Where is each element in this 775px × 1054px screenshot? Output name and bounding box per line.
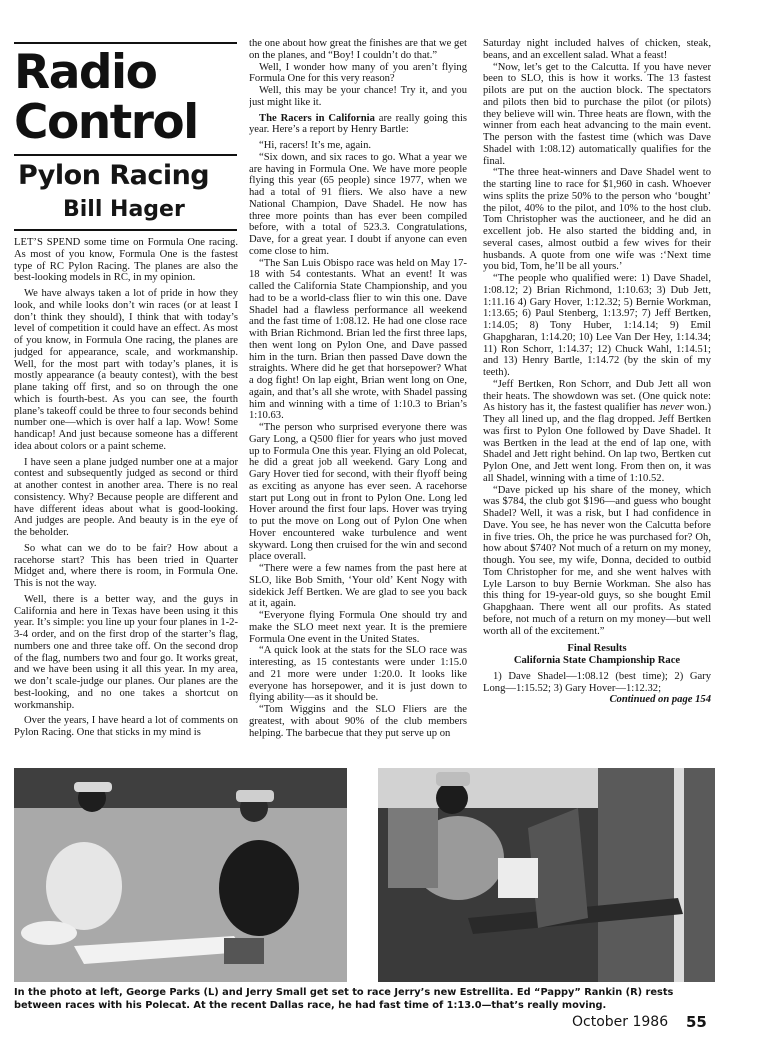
results-heading: Final Results — [567, 643, 627, 655]
article-paragraph — [483, 379, 711, 485]
article-paragraph: “Now, let’s get to the Calcutta. If you have never been to SLO, this is how it works. The 13 fastest pilots are put on the auction block. The spectators and pilots then bid to purchase the pilot (or pilots) they believe will win. Three heats are flown, with the winner from each heat advancing to the main event. The person with the fastest time (which was Dave Shadel with 1:08.12) automatically qualifies for the final. — [483, 61, 711, 167]
article-paragraph: I have seen a plane judged number one at a major contest and subsequently judged as second or third at another contest in another area. There is no real consistency. Why? Because people are different and have different ideas about what is good-looking. And judges are people. And beauty is in the eye of the beholder. — [14, 456, 238, 538]
header-rule-middle — [14, 154, 237, 156]
results-subheading: California State Championship Race — [513, 655, 681, 666]
article-paragraph: “The San Luis Obispo race was held on May 17-18 with 54 contestants. What an event! It was called the California State Championship, and you had to be a world-class flier to win this one. Dave Shadel had a flawless performance all weekend and the fast time of 1:08.12. He had one close race with Brian Richmond. Brian led the first three laps, then went long on Pylon One, and Dave passed him in the turn. Brian then passed Dave down the straights. Where did he get that horsepower? What a dog fight! On lap eight, Brian went long on One, again, and that’s all she wrote, with Shadel passing him and winning with a time of 1:10.3 to Brian’s 1:10.63. — [249, 257, 467, 422]
photo-right — [378, 768, 715, 982]
photo-caption: In the photo at left, George Parks (L) and Jerry Small get set to race Jerry’s new Estrellita. Ed “Pappy” Rankin (R) rests between races with his Polecat. At the recent Dallas race, he had fast time of 1:13.0—that’s really moving. — [14, 987, 674, 1011]
article-paragraph: We have always taken a lot of pride in how they look, and while looks don’t win races (or at least I don’t think they should), I think that with today’s level of competition it could have an effect. As most of you know, in Formula One racing, the planes are judged for appearance, scale, and workmanship. Well, for the most part with today’s planes, it is mostly appearance (a beauty contest), with the best plane taking off first, and so on through the one which is fourth-best. As you can see, the fourth plane’s takeoff could be three to four seconds behind number one—which is over half a lap. Wow! Some handicap! And just because someone has a different idea about colors or a paint scheme. — [14, 288, 238, 452]
header-rule-top — [14, 42, 237, 44]
article-paragraph: “The person who surprised everyone there was Gary Long, a Q500 flier for years who just moved up to Formula One this year. Flying an old Polecat, he did a great job all weekend. Gary Long and Gary Hover tied for second, with their flyoff being as exciting as anyone has ever seen. A racehorse start put Long out in front to Pylon One. Long led Hover around the first four laps. Hover was trying to put the move on Long out of Pylon One when Hover encountered wake turbulence and went skyward. Long then cruised for the win and second place overall. — [249, 422, 467, 563]
article-paragraph: “A quick look at the stats for the SLO race was interesting, as 15 contestants were under 1:15.0 and 21 more were under 1:20.0. It looks like everyone has horsepower, and it is just down to flying ability—as it should be. — [249, 645, 467, 704]
article-paragraph: Well, I wonder how many of you aren’t flying Formula One for this very reason? — [249, 61, 467, 85]
photo-left — [14, 768, 347, 982]
article-paragraph: LET’S SPEND some time on Formula One racing. As most of you know, Formula One is the fastest type of RC Pylon Racing. The planes are also the best-looking models in RC, in my opinion. — [14, 237, 238, 284]
article-paragraph: Over the years, I have heard a lot of comments on Pylon Racing. One that sticks in my mind is — [14, 715, 238, 738]
article-paragraph: “The three heat-winners and Dave Shadel went to the starting line to race for $1,960 in cash. Whoever wins splits the prize 50% to the person who ‘bought’ the pilot, 40% to the pilot, and 10% to the host club. Tom Christopher was the auctioneer, and he did an excellent job. He also started the bidding and, in several cases, almost outbid a few wives for their husbands. A quote from one wife was :‘Next time you bid, Tom, he’ll be all yours.’ — [483, 167, 711, 273]
photo-left-scene — [14, 768, 347, 982]
emphasis-never: never — [660, 402, 684, 414]
author-byline: Bill Hager — [63, 197, 185, 222]
article-paragraph: “Dave picked up his share of the money, which was $784, the club got $196—and guess who bought Shadel? Well, it was a risk, but I had confidence in Dave. You see, he has never won the Calcutta before in five tries. Oh, the price he was purchased for? Oh, how about $740? Not much of a return on my money, though. You see, my wife, Donna, decided to outbid Tom Christopher for me, and she went halves with Lyle Larson to buy Bernie Workman. She also has this thing for 19-year-old guys, so she bought Emil Ghapghaan. There went all our profits. As stated before, not much of a return on my money—but well worth all of the excitement.” — [483, 484, 711, 637]
article-column-1 — [14, 237, 238, 757]
results-list: 1) Dave Shadel—1:08.12 (best time); 2) Gary Long—1:15.52; 3) Gary Hover—1:12.32; — [483, 670, 711, 694]
continued-link[interactable]: Continued on page 154 — [609, 694, 711, 706]
article-paragraph: Well, this may be your chance! Try it, and you just might like it. — [249, 85, 467, 108]
paragraph-part: “Jeff Bertken, Ron Schorr, and Dub Jett all won their heats. The showdown was set. (One quick note: As history has it, the fastest qualifier has — [483, 378, 711, 414]
section-heading-racers-rest: are really going this year. Here’s a report by Henry Bartle: — [249, 112, 467, 136]
issue-date: October 1986 — [572, 1014, 669, 1030]
article-paragraph: the one about how great the finishes are that we get on the planes, and “Boy! I couldn’t do that.” — [249, 38, 467, 61]
article-column-2 — [249, 38, 467, 760]
article-paragraph: “The people who qualified were: 1) Dave Shadel, 1:08.12; 2) Brian Richmond, 1:10.63; 3) Dub Jett, 1:11.16 4) Gary Hover, 1:12.32; 5) Bernie Workman, 1:13.65; 6) Paul Stenberg, 1:13.97; 7) Jeff Bertken, 1:14.05; 8) Tony Huber, 1:14.14; 9) Emil Ghapgharan, 1:14.20; 10) Lee Van Der Hey, 1:14.34; 11) Ron Schorr, 1:14.37; 12) Chuck Wahl, 1:14.51; and 13) Henry Bartle, 1:14.72 (by the skin of my teeth). — [483, 273, 711, 378]
column-subtitle: Pylon Racing — [18, 160, 210, 191]
article-paragraph: “Everyone flying Formula One should try and make the SLO meet next year. It is the premiere Formula One event in the United States. — [249, 610, 467, 645]
header-rule-bottom — [14, 229, 237, 231]
article-paragraph: “There were a few names from the past here at SLO, like Bob Smith, ‘Your old’ Kent Nogy with sidekick Jeff Bertken. We are glad to see you back at it, again. — [249, 563, 467, 610]
article-paragraph: “Tom Wiggins and the SLO Fliers are the greatest, with about 90% of the club members helping. The barbecue that they put serve up on — [249, 704, 467, 739]
article-paragraph: Well, there is a better way, and the guys in California and here in Texas have been using it this year. It’s simple: you line up your four planes in 1-2-3-4 order, and on the first drop of the starter’s flag, numbers one and three take off. On the second drop of the flag, numbers two and four go. It works great, and we have been using it all this year. In my area, we don’t scale-judge our planes. Our planes are the best-looking, and no one takes a shortcut on workmanship. — [14, 593, 238, 711]
article-paragraph: So what can we do to be fair? How about a racehorse start? This has been tried in Quarter Midget and, where there is room, in Formula One. This is not the way. — [14, 542, 238, 589]
photo-right-scene — [378, 768, 715, 982]
article-column-3 — [483, 38, 711, 760]
section-heading-racers: The Racers in California — [259, 112, 375, 124]
column-title-radio: Radio — [14, 45, 157, 100]
paragraph-part: won.) They all lined up, and the flag dropped. Jeff Bertken was first to Pylon One followed by Dave Shadel. It was Bertken in the lead at the end of lap one, with Shadel and Jett right behind. On lap two, Bertken cut Pylon One, and Jett went long. From then on, it was all Shadel, winning with a time of 1:10.52. — [483, 402, 711, 484]
article-paragraph: Saturday night included halves of chicken, steak, beans, and an excellent salad. What a feast! — [483, 38, 711, 61]
page-number: 55 — [686, 1013, 707, 1031]
article-paragraph: “Hi, racers! It’s me, again. — [259, 140, 372, 151]
column-title-control: Control — [14, 95, 198, 150]
article-paragraph: “Six down, and six races to go. What a year we are having in Formula One. We have more people flying this year (65 people) since 1977, when we had a total of 91 fliers. We also have a new National Champion, Dave Shadel. He now has three more points than has ever been compiled before, with a total of 523.3. Congratulations, Dave, for a great year. I doubt if anyone can even come close to him. — [249, 151, 467, 257]
article-paragraph-racers — [249, 113, 467, 137]
